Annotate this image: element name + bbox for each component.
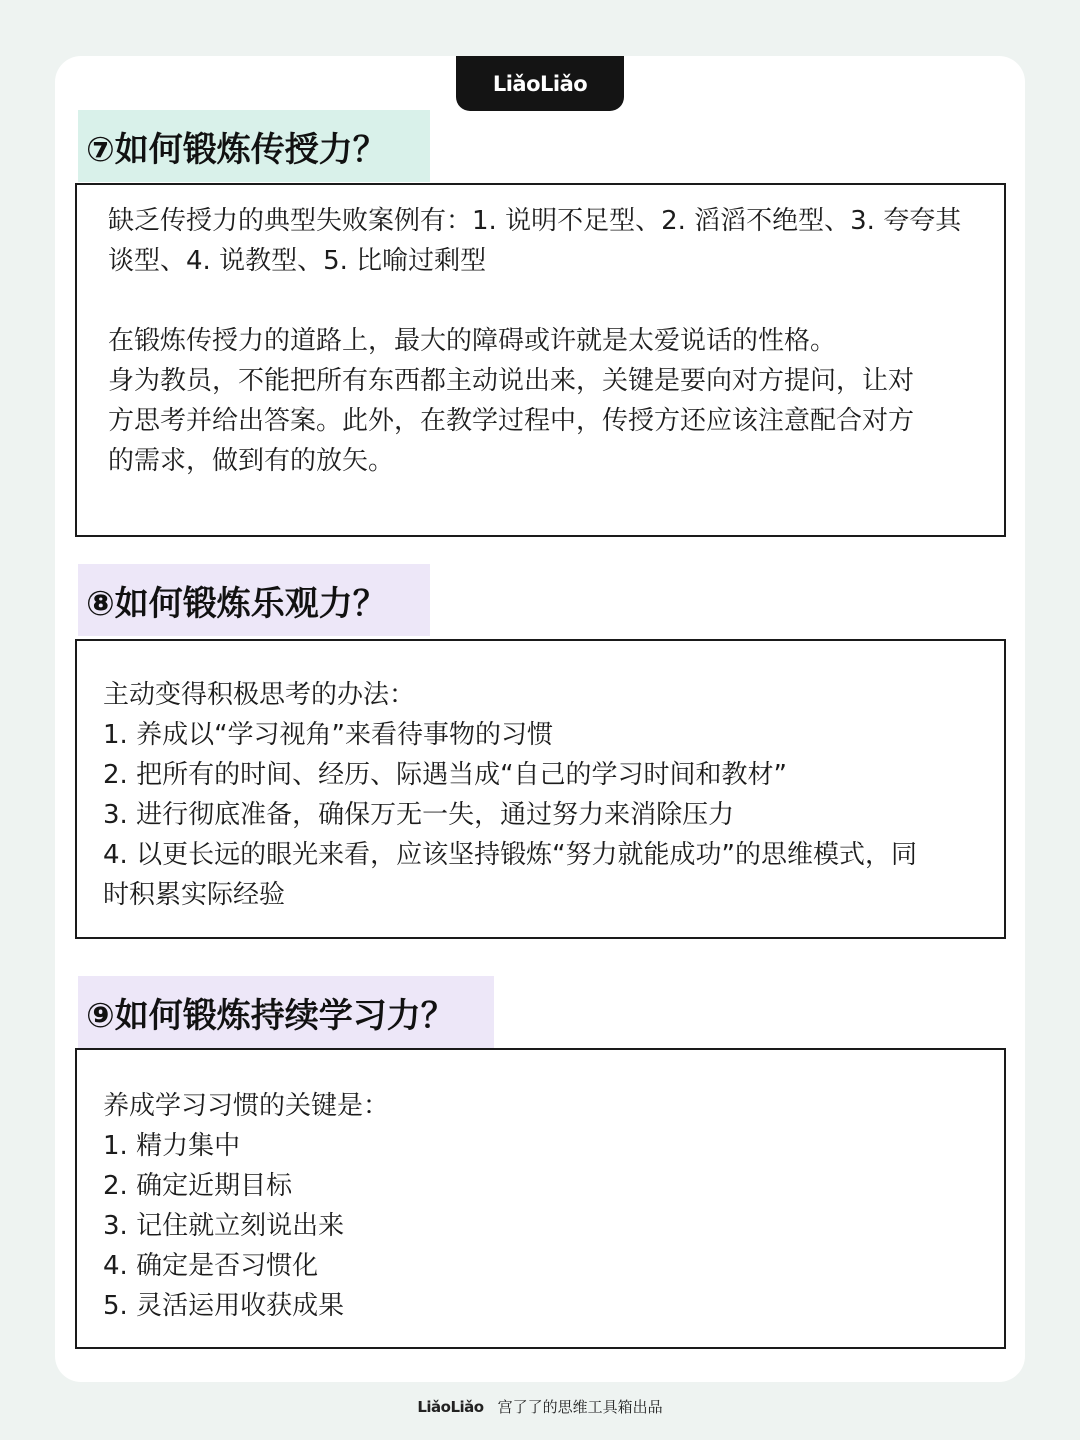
- brand-logo: [456, 56, 624, 111]
- footer: [0, 1396, 1080, 1417]
- section-7-title: ⑦如何锻炼传授力？: [86, 129, 387, 170]
- section-8-line: 1. 养成以“学习视角”来看待事物的习惯: [103, 720, 554, 750]
- footer-logo: LiǎoLiǎo: [417, 1397, 484, 1416]
- section-7-intro-line: 谈型、4. 说教型、5. 比喻过剩型: [108, 246, 487, 276]
- section-9-line: 4. 确定是否习惯化: [103, 1251, 319, 1281]
- section-9-heading: [78, 976, 494, 1048]
- section-7-body-line: 的需求，做到有的放矢。: [108, 446, 395, 476]
- section-9-box: [75, 1048, 1006, 1349]
- section-8-line: 主动变得积极思考的办法：: [103, 680, 416, 710]
- section-9-line: 2. 确定近期目标: [103, 1171, 293, 1201]
- section-8-box: [75, 639, 1006, 939]
- section-9-line: 5. 灵活运用收获成果: [103, 1291, 345, 1321]
- section-8-title: ⑧如何锻炼乐观力？: [86, 583, 387, 624]
- paragraph-gap: [108, 281, 988, 321]
- section-7-box: [75, 183, 1006, 537]
- section-7-intro-line: 缺乏传授力的典型失败案例有：1. 说明不足型、2. 滔滔不绝型、3. 夸夸其: [108, 206, 962, 236]
- section-8-line: 4. 以更长远的眼光来看，应该坚持锻炼“努力就能成功”的思维模式，同: [103, 840, 918, 870]
- section-9-title: ⑨如何锻炼持续学习力？: [86, 995, 455, 1036]
- section-8-line: 3. 进行彻底准备，确保万无一失，通过努力来消除压力: [103, 800, 735, 830]
- section-8-line: 时积累实际经验: [103, 880, 286, 910]
- section-7-heading: [78, 110, 430, 182]
- section-7-body-line: 方思考并给出答案。此外，在教学过程中，传授方还应该注意配合对方: [108, 406, 915, 436]
- section-9-line: 养成学习习惯的关键是：: [103, 1091, 390, 1121]
- section-9-line: 1. 精力集中: [103, 1131, 241, 1161]
- section-7-body-line: 身为教员，不能把所有东西都主动说出来，关键是要向对方提问，让对: [108, 366, 915, 396]
- footer-tagline: 宫了了的思维工具箱出品: [497, 1398, 663, 1416]
- section-8-line: 2. 把所有的时间、经历、际遇当成“自己的学习时间和教材”: [103, 760, 788, 790]
- section-9-line: 3. 记住就立刻说出来: [103, 1211, 345, 1241]
- section-8-heading: [78, 564, 430, 636]
- section-7-body-line: 在锻炼传授力的道路上，最大的障碍或许就是太爱说话的性格。: [108, 326, 837, 356]
- brand-logo-text: LiǎoLiǎo: [492, 71, 588, 96]
